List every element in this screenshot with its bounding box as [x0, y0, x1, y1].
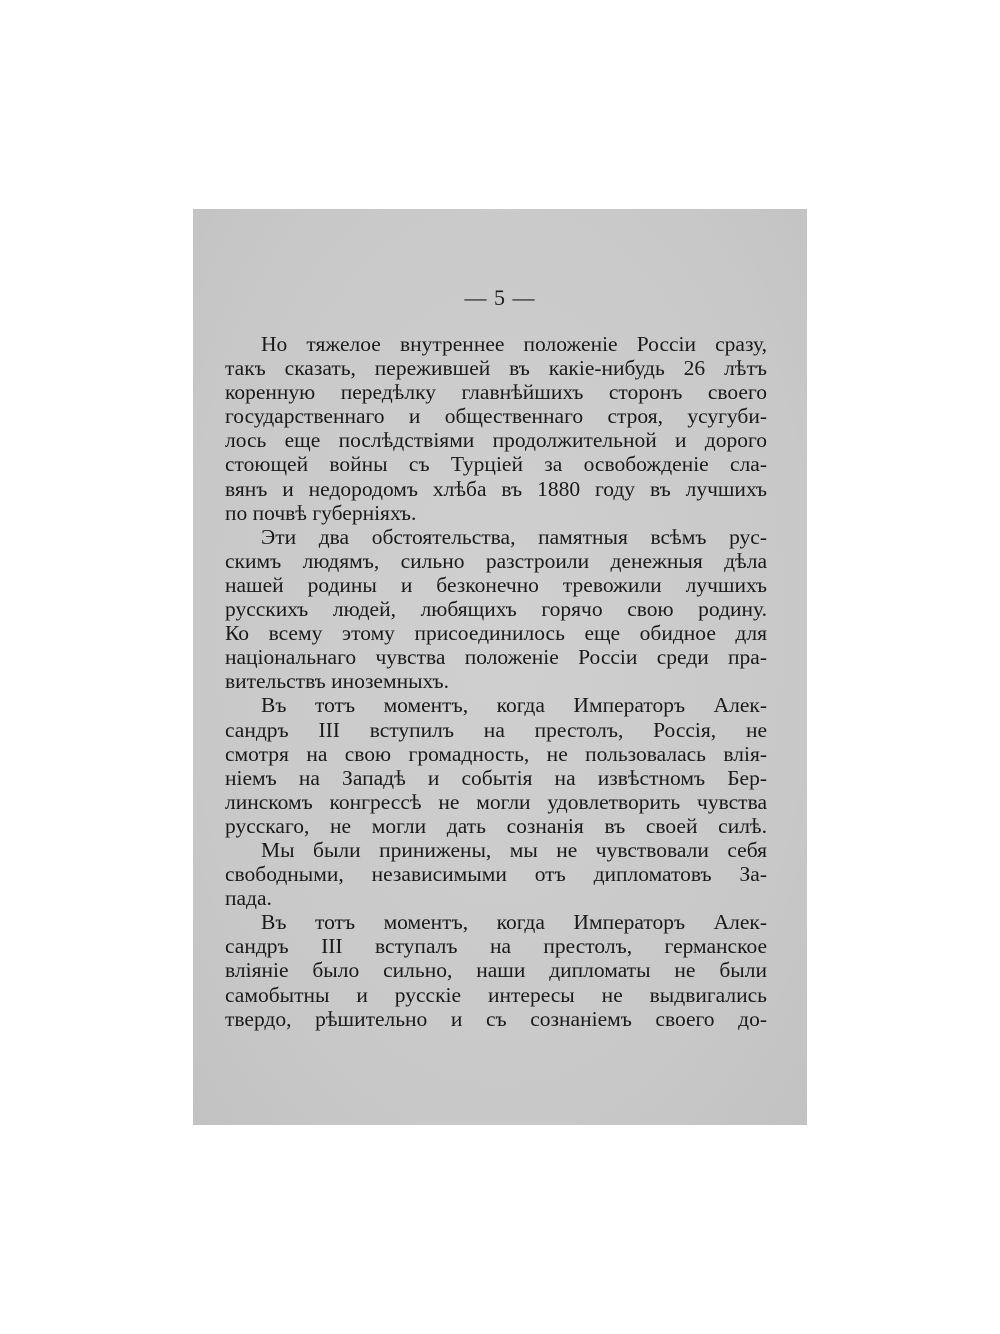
text-line: Ко всему этому присоединилось еще обидное для: [225, 621, 767, 646]
text-line: Но тяжелое внутреннее положеніе Россіи сразу,: [261, 332, 767, 356]
text-line: вительствъ иноземныхъ.: [225, 669, 449, 694]
text-line: ніемъ на Западѣ и событія на извѣстномъ Бер-: [225, 765, 767, 790]
text-line: русскаго, не могли дать сознанія въ своей силѣ.: [225, 813, 767, 838]
text-line: сандръ III вступалъ на престолъ, германское: [225, 934, 767, 959]
text-line: лось еще послѣдствіями продолжительной и дорого: [225, 428, 767, 453]
text-line: Эти два обстоятельства, памятныя всѣмъ рус-: [261, 524, 767, 549]
text-line: коренную передѣлку главнѣйшихъ сторонъ своего: [225, 380, 767, 405]
text-line: Въ тотъ моментъ, когда Императоръ Алек-: [261, 910, 767, 935]
text-line: Мы были принижены, мы не чувствовали себя: [261, 837, 767, 862]
text-line: государственнаго и общественнаго строя, усугуби-: [225, 404, 767, 429]
text-line: стоющей войны съ Турціей за освобожденіе сла-: [225, 452, 767, 477]
scanned-page: [193, 209, 807, 1125]
text-line: сандръ III вступилъ на престолъ, Россія, не: [225, 717, 767, 742]
text-line: Въ тотъ моментъ, когда Императоръ Алек-: [261, 693, 767, 718]
text-line: линскомъ конгрессѣ не могли удовлетворить чувства: [225, 789, 767, 814]
text-line: самобытны и русскіе интересы не выдвигались: [225, 982, 767, 1007]
body-text: [225, 332, 767, 1031]
text-line: такъ сказать, пережившей въ какіе-нибудь 26 лѣтъ: [225, 356, 767, 381]
text-line: вянъ и недородомъ хлѣба въ 1880 году въ лучшихъ: [225, 476, 767, 501]
text-line: нашей родины и безконечно тревожили лучшихъ: [225, 572, 767, 597]
text-line: русскихъ людей, любящихъ горячо свою родину.: [225, 597, 767, 622]
text-line: скимъ людямъ, сильно разстроили денежныя дѣла: [225, 548, 767, 573]
text-line: пада.: [225, 886, 272, 911]
text-line: свободными, независимыми отъ дипломатовъ За-: [225, 862, 767, 887]
text-line: твердо, рѣшительно и съ сознаніемъ своего до-: [225, 1006, 767, 1031]
text-line: національнаго чувства положеніе Россіи среди пра-: [225, 645, 767, 670]
text-line: по почвѣ губерніяхъ.: [225, 500, 417, 525]
text-line: смотря на свою громадность, не пользовалась влія-: [225, 741, 767, 766]
page-number: — 5 —: [464, 285, 536, 310]
text-line: вліяніе было сильно, наши дипломаты не были: [225, 958, 767, 983]
